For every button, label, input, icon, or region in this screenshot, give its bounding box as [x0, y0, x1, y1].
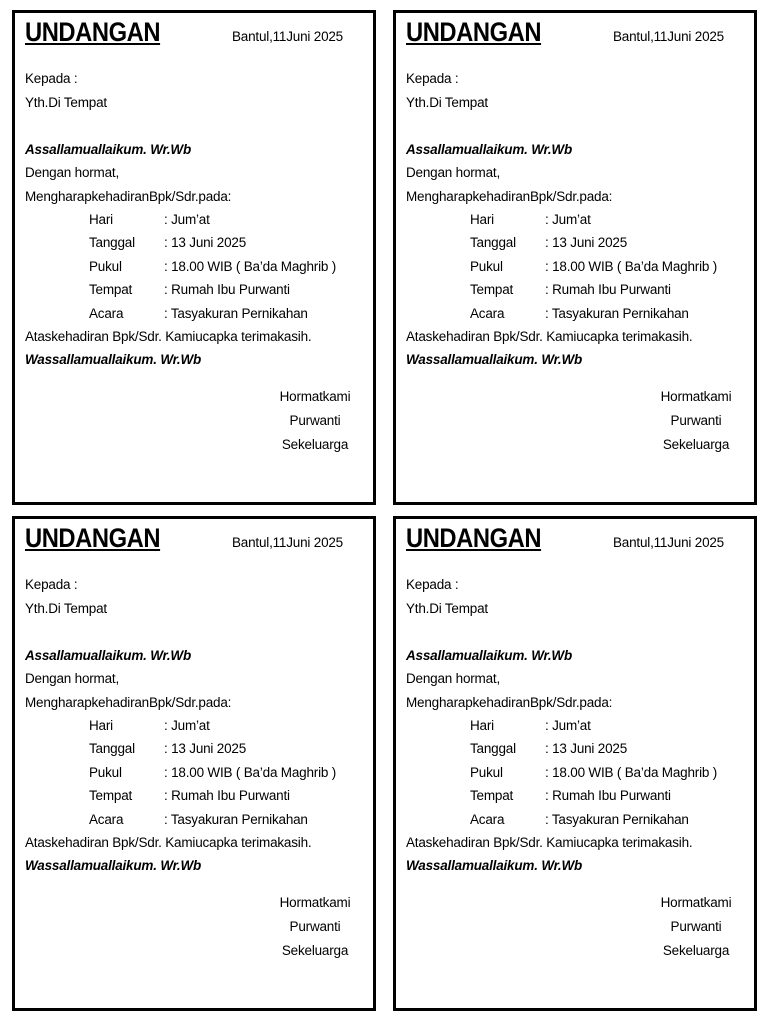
detail-label-tanggal: Tanggal [470, 741, 516, 756]
opening-greeting: Assallamuallaikum. Wr.Wb [406, 142, 573, 157]
invitation-title: UNDANGAN [406, 17, 542, 47]
invitation-content [406, 13, 744, 502]
thanks-text: Ataskehadiran Bpk/Sdr. Kamiucapka terimakasih. [406, 835, 693, 850]
detail-label-tempat: Tempat [470, 788, 514, 803]
invitation-content [406, 519, 744, 1008]
detail-value-tanggal: : 13 Juni 2025 [545, 235, 628, 250]
detail-value-tempat: : Rumah Ibu Purwanti [164, 788, 290, 803]
invitation-date: Bantul,11Juni 2025 [232, 29, 343, 44]
invitation-date: Bantul,11Juni 2025 [232, 535, 343, 550]
detail-label-tempat: Tempat [470, 282, 514, 297]
thanks-text: Ataskehadiran Bpk/Sdr. Kamiucapka terimakasih. [406, 329, 693, 344]
detail-label-acara: Acara [470, 812, 505, 827]
detail-value-pukul: : 18.00 WIB ( Ba’da Maghrib ) [545, 259, 718, 274]
opening-greeting: Assallamuallaikum. Wr.Wb [25, 648, 192, 663]
invitation-card [12, 516, 376, 1011]
invitation-content [25, 519, 363, 1008]
detail-value-hari: : Jum’at [545, 212, 591, 227]
closing-greeting: Wassallamuallaikum. Wr.Wb [25, 858, 202, 873]
signature-line-2: Purwanti [289, 413, 341, 428]
detail-value-tempat: : Rumah Ibu Purwanti [164, 282, 290, 297]
detail-value-hari: : Jum’at [164, 212, 210, 227]
invitation-title: UNDANGAN [25, 523, 161, 553]
invitation-date: Bantul,11Juni 2025 [613, 29, 724, 44]
detail-value-pukul: : 18.00 WIB ( Ba’da Maghrib ) [164, 765, 337, 780]
detail-label-acara: Acara [470, 306, 505, 321]
detail-value-acara: : Tasyakuran Pernikahan [164, 306, 308, 321]
opening-greeting: Assallamuallaikum. Wr.Wb [406, 648, 573, 663]
recipient-address: Yth.Di Tempat [406, 601, 488, 616]
detail-label-tanggal: Tanggal [89, 235, 135, 250]
invitation-title: UNDANGAN [406, 523, 542, 553]
detail-value-acara: : Tasyakuran Pernikahan [545, 812, 689, 827]
thanks-text: Ataskehadiran Bpk/Sdr. Kamiucapka terimakasih. [25, 329, 312, 344]
opening-greeting: Assallamuallaikum. Wr.Wb [25, 142, 192, 157]
detail-label-tempat: Tempat [89, 788, 133, 803]
signature-line-3: Sekeluarga [662, 437, 730, 452]
invitation-title: UNDANGAN [25, 17, 161, 47]
request-text: MengharapkehadiranBpk/Sdr.pada: [25, 189, 232, 204]
recipient-address: Yth.Di Tempat [406, 95, 488, 110]
closing-greeting: Wassallamuallaikum. Wr.Wb [25, 352, 202, 367]
closing-greeting: Wassallamuallaikum. Wr.Wb [406, 352, 583, 367]
recipient-label: Kepada : [406, 71, 459, 86]
detail-value-tempat: : Rumah Ibu Purwanti [545, 282, 671, 297]
detail-label-pukul: Pukul [470, 765, 503, 780]
detail-value-hari: : Jum’at [164, 718, 210, 733]
closing-greeting: Wassallamuallaikum. Wr.Wb [406, 858, 583, 873]
signature-line-3: Sekeluarga [662, 943, 730, 958]
detail-label-pukul: Pukul [470, 259, 503, 274]
recipient-address: Yth.Di Tempat [25, 95, 107, 110]
signature-line-2: Purwanti [670, 413, 722, 428]
thanks-text: Ataskehadiran Bpk/Sdr. Kamiucapka terimakasih. [25, 835, 312, 850]
detail-label-hari: Hari [470, 212, 494, 227]
detail-label-hari: Hari [89, 212, 113, 227]
invitation-content [25, 13, 363, 502]
detail-label-tanggal: Tanggal [470, 235, 516, 250]
request-text: MengharapkehadiranBpk/Sdr.pada: [406, 695, 613, 710]
recipient-address: Yth.Di Tempat [25, 601, 107, 616]
salutation: Dengan hormat, [406, 671, 501, 686]
request-text: MengharapkehadiranBpk/Sdr.pada: [406, 189, 613, 204]
detail-value-hari: : Jum’at [545, 718, 591, 733]
detail-value-tanggal: : 13 Juni 2025 [545, 741, 628, 756]
detail-value-tanggal: : 13 Juni 2025 [164, 741, 247, 756]
detail-label-pukul: Pukul [89, 259, 122, 274]
detail-value-pukul: : 18.00 WIB ( Ba’da Maghrib ) [545, 765, 718, 780]
recipient-label: Kepada : [25, 577, 78, 592]
detail-label-acara: Acara [89, 812, 124, 827]
signature-line-1: Hormatkami [660, 895, 732, 910]
detail-value-acara: : Tasyakuran Pernikahan [545, 306, 689, 321]
invitation-date: Bantul,11Juni 2025 [613, 535, 724, 550]
recipient-label: Kepada : [25, 71, 78, 86]
signature-line-3: Sekeluarga [281, 943, 349, 958]
salutation: Dengan hormat, [406, 165, 501, 180]
signature-line-3: Sekeluarga [281, 437, 349, 452]
invitation-card [393, 516, 757, 1011]
salutation: Dengan hormat, [25, 165, 120, 180]
detail-value-acara: : Tasyakuran Pernikahan [164, 812, 308, 827]
detail-value-tanggal: : 13 Juni 2025 [164, 235, 247, 250]
signature-line-2: Purwanti [670, 919, 722, 934]
signature-line-1: Hormatkami [279, 389, 351, 404]
detail-label-acara: Acara [89, 306, 124, 321]
detail-label-hari: Hari [89, 718, 113, 733]
detail-label-tanggal: Tanggal [89, 741, 135, 756]
detail-value-tempat: : Rumah Ibu Purwanti [545, 788, 671, 803]
salutation: Dengan hormat, [25, 671, 120, 686]
recipient-label: Kepada : [406, 577, 459, 592]
detail-label-tempat: Tempat [89, 282, 133, 297]
invitation-card [393, 10, 757, 505]
signature-line-1: Hormatkami [660, 389, 732, 404]
detail-label-pukul: Pukul [89, 765, 122, 780]
detail-value-pukul: : 18.00 WIB ( Ba’da Maghrib ) [164, 259, 337, 274]
signature-line-2: Purwanti [289, 919, 341, 934]
invitation-card [12, 10, 376, 505]
detail-label-hari: Hari [470, 718, 494, 733]
request-text: MengharapkehadiranBpk/Sdr.pada: [25, 695, 232, 710]
signature-line-1: Hormatkami [279, 895, 351, 910]
